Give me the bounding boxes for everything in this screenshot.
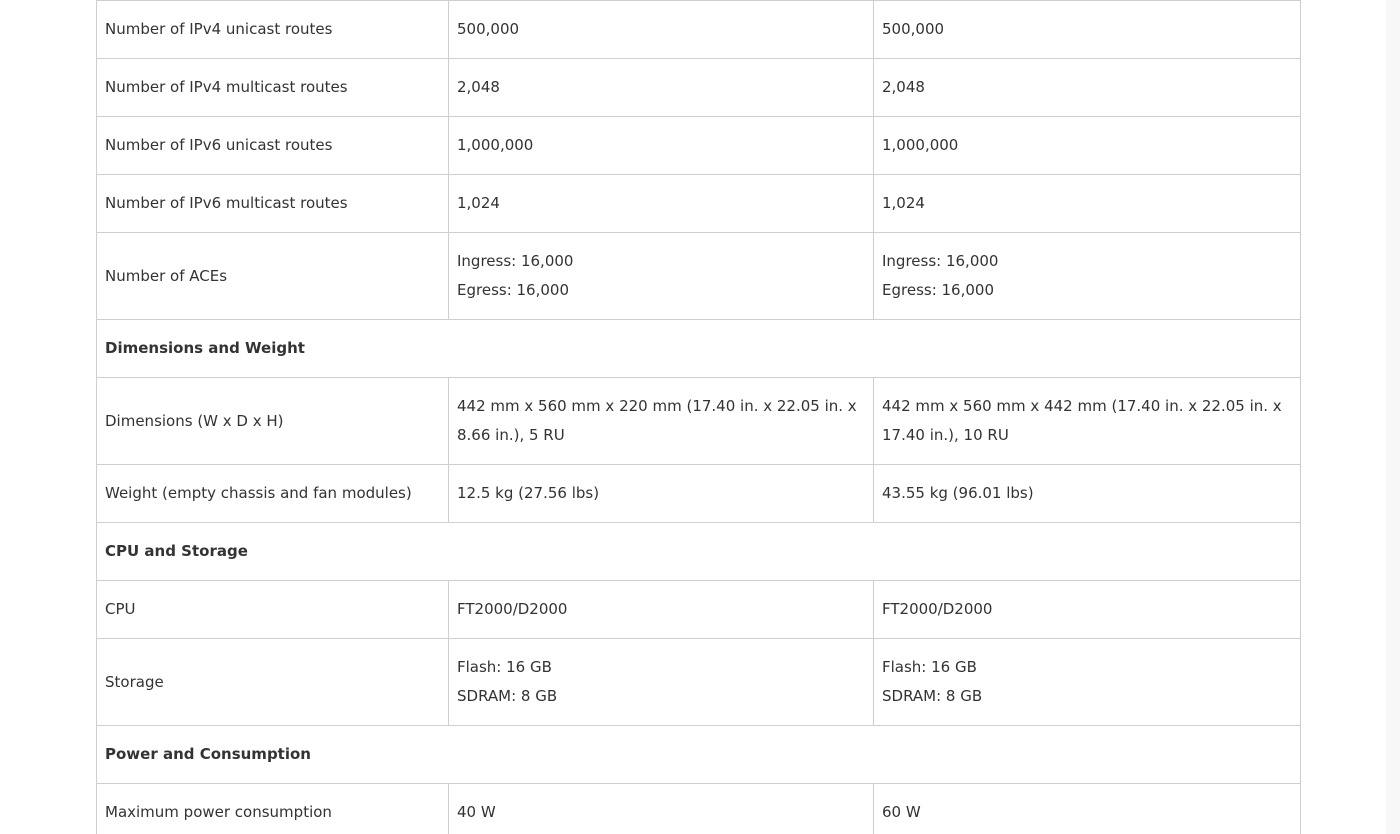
row-label: Weight (empty chassis and fan modules) [97, 465, 449, 523]
ingress-value: Ingress: 16,000 [457, 252, 574, 270]
table-row [97, 581, 1301, 639]
table-row [97, 175, 1301, 233]
flash-value: Flash: 16 GB [882, 658, 977, 676]
specifications-table [96, 0, 1301, 834]
value-cell-model-1: 2,048 [449, 59, 874, 117]
section-heading-dimensions-weight: Dimensions and Weight [97, 320, 1301, 378]
value-cell-model-1: 1,000,000 [449, 117, 874, 175]
value-cell-model-2: FT2000/D2000 [874, 581, 1301, 639]
value-cell-model-1: FT2000/D2000 [449, 581, 874, 639]
value-cell-model-2 [874, 233, 1301, 320]
table-row [97, 117, 1301, 175]
row-label: Number of ACEs [97, 233, 449, 320]
sdram-value: SDRAM: 8 GB [457, 687, 558, 705]
value-cell-model-2: 1,000,000 [874, 117, 1301, 175]
row-label: CPU [97, 581, 449, 639]
value-cell-model-1: 12.5 kg (27.56 lbs) [449, 465, 874, 523]
ingress-value: Ingress: 16,000 [882, 252, 999, 270]
section-header-row [97, 726, 1301, 784]
table-row [97, 59, 1301, 117]
section-header-row [97, 320, 1301, 378]
row-label: Maximum power consumption [97, 784, 449, 834]
value-cell-model-2 [874, 639, 1301, 726]
row-label: Number of IPv4 multicast routes [97, 59, 449, 117]
value-cell-model-1: 40 W [449, 784, 874, 834]
table-row [97, 378, 1301, 465]
sdram-value: SDRAM: 8 GB [882, 687, 983, 705]
table-row [97, 784, 1301, 834]
value-cell-model-2: 1,024 [874, 175, 1301, 233]
value-cell-model-1 [449, 233, 874, 320]
flash-value: Flash: 16 GB [457, 658, 552, 676]
section-header-row [97, 523, 1301, 581]
table-row [97, 1, 1301, 59]
value-cell-model-2: 500,000 [874, 1, 1301, 59]
value-cell-model-2: 43.55 kg (96.01 lbs) [874, 465, 1301, 523]
table-row [97, 233, 1301, 320]
row-label: Dimensions (W x D x H) [97, 378, 449, 465]
section-heading-cpu-storage: CPU and Storage [97, 523, 1301, 581]
egress-value: Egress: 16,000 [457, 281, 570, 299]
section-heading-power-consumption: Power and Consumption [97, 726, 1301, 784]
egress-value: Egress: 16,000 [882, 281, 995, 299]
table-row [97, 465, 1301, 523]
value-cell-model-1: 500,000 [449, 1, 874, 59]
value-cell-model-1: 442 mm x 560 mm x 220 mm (17.40 in. x 22.05 in. x 8.66 in.), 5 RU [449, 378, 874, 465]
row-label: Number of IPv4 unicast routes [97, 1, 449, 59]
table-row [97, 639, 1301, 726]
value-cell-model-2: 442 mm x 560 mm x 442 mm (17.40 in. x 22.05 in. x 17.40 in.), 10 RU [874, 378, 1301, 465]
value-cell-model-2: 2,048 [874, 59, 1301, 117]
row-label: Storage [97, 639, 449, 726]
scrollbar[interactable] [1386, 0, 1400, 834]
row-label: Number of IPv6 unicast routes [97, 117, 449, 175]
value-cell-model-1: 1,024 [449, 175, 874, 233]
specifications-table-body [97, 1, 1301, 834]
row-label: Number of IPv6 multicast routes [97, 175, 449, 233]
value-cell-model-1 [449, 639, 874, 726]
value-cell-model-2: 60 W [874, 784, 1301, 834]
